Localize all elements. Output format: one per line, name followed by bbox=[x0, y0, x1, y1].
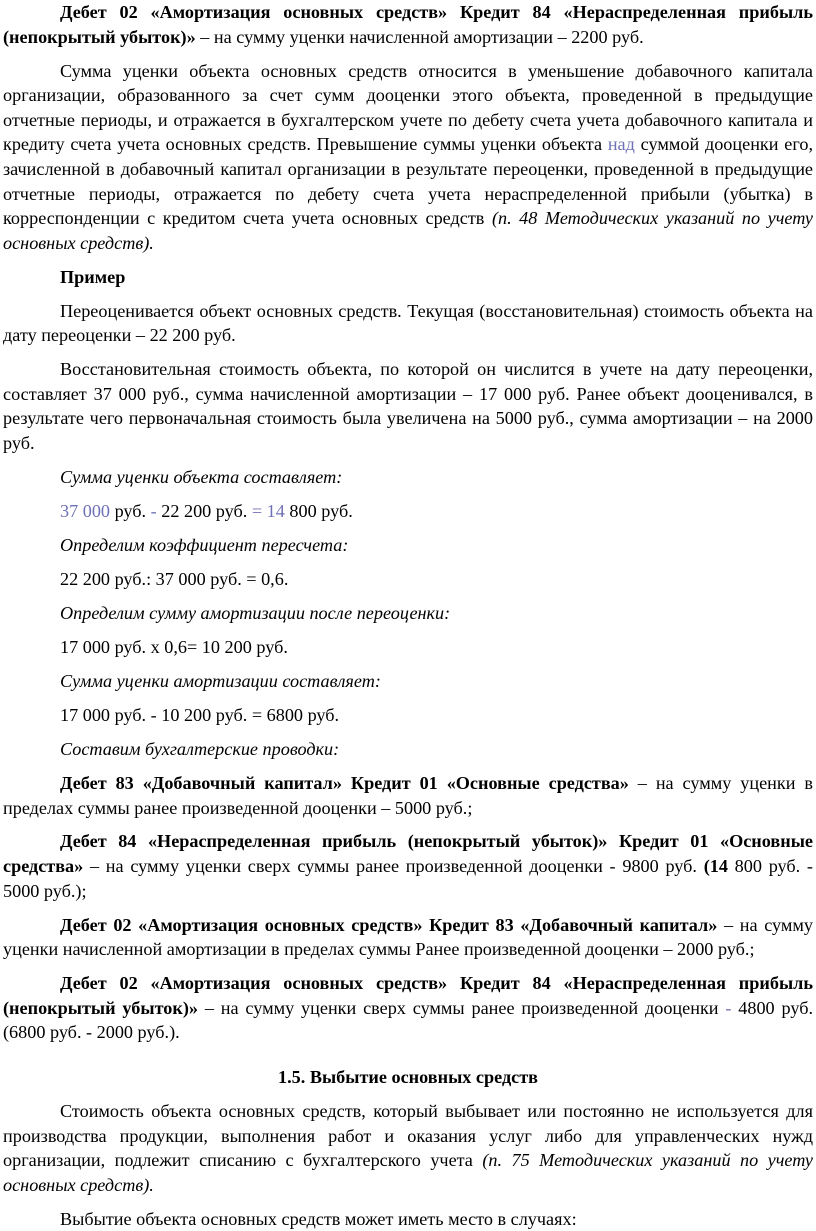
highlighted-number: = 14 bbox=[251, 501, 285, 522]
text: Сумма уценки объекта основных средств относится в уменьшение добавочного капитала организации, образованного за счет сумм дооценки этого объекта, проведенной в предыдущие отчетные периоды, и отражается в бухгалтерском учете по дебету счета учета добавочного капитала и кредиту счета учета основных средств. Превышение суммы уценки объекта bbox=[3, 60, 813, 155]
example-heading bbox=[3, 265, 813, 290]
reference-citation: (п. 75 Методических указаний по учету основных средств). bbox=[3, 1150, 813, 1195]
calc-caption-depreciation bbox=[3, 601, 813, 626]
text: руб. bbox=[110, 501, 151, 522]
text: Переоценивается объект основных средств. Текущая (восстановительная) стоимость объекта на дату переоценки – 22 200 руб. bbox=[3, 300, 813, 346]
entry-description: – на сумму уценки сверх суммы ранее произведенной дооценки bbox=[198, 997, 726, 1018]
paragraph-entry-02-83 bbox=[3, 913, 813, 962]
text: суммой дооценки его, зачисленной в добавочный капитал организации в результате переоценки, проведенной в предыдущие отчетные периоды, отражается по дебету счета учета нераспределенной прибыли (убытка) в корреспонденции с кредитом счета учета основных средств bbox=[3, 134, 813, 229]
reference-citation: (п. 48 Методических указаний по учету основных средств). bbox=[3, 208, 813, 253]
text: Стоимость объекта основных средств, который выбывает или постоянно не используется для производства продукции, выполнения работ и оказания услуг либо для управленческих нужд организации, подлежит списанию с бухгалтерского учета bbox=[3, 1101, 813, 1171]
text: Восстановительная стоимость объекта, по которой он числится в учете на дату переоценки, составляет 37 000 руб., сумма начисленной амортизации – 17 000 руб. Ранее объект дооценивался, в результате чего первоначальная стоимость была увеличена на 5000 руб., сумма амортизации – на 2000 руб. bbox=[3, 359, 813, 454]
caption: Определим коэффициент пересчета: bbox=[60, 535, 349, 556]
entry-description: 800 руб. - 5000 руб.); bbox=[3, 856, 813, 901]
caption: Определим сумму амортизации после переоценки: bbox=[60, 602, 451, 623]
calc-caption-entries bbox=[3, 737, 813, 762]
entry-description: 4800 руб. (6800 руб. - 2000 руб.). bbox=[3, 997, 813, 1043]
calc-coefficient bbox=[3, 567, 813, 592]
section-title: 1.5. Выбытие основных средств bbox=[278, 1067, 538, 1088]
entry-accounts: Дебет 02 «Амортизация основных средств» Кредит 83 «Добавочный капитал» bbox=[60, 914, 718, 935]
caption: Сумма уценки объекта составляет: bbox=[60, 467, 343, 488]
calc-depreciation bbox=[3, 635, 813, 660]
entry-accounts: Дебет 02 «Амортизация основных средств» Кредит 84 «Нераспределенная прибыль (непокрытый убыток)» bbox=[3, 2, 813, 47]
entry-description: – на сумму уценки начисленной амортизации в пределах суммы Ранее произведенной дооценки – 2000 руб.; bbox=[3, 914, 813, 960]
caption: Сумма уценки амортизации составляет: bbox=[60, 670, 381, 691]
paragraph-disposal-cases bbox=[3, 1207, 813, 1231]
paragraph-entry-02-84 bbox=[3, 971, 813, 1045]
text: 22 200 руб. bbox=[156, 501, 252, 522]
paragraph-entry-02-84-depreciation bbox=[3, 0, 813, 49]
entry-description: – на сумму уценки в пределах суммы ранее произведенной дооценки – 5000 руб.; bbox=[3, 772, 813, 818]
entry-amount-bold: (14 bbox=[703, 856, 728, 877]
text: 22 200 руб.: 37 000 руб. = 0,6. bbox=[60, 569, 289, 589]
caption: Составим бухгалтерские проводки: bbox=[60, 738, 340, 759]
entry-description: – на сумму уценки начисленной амортизации – 2200 руб. bbox=[195, 26, 644, 47]
entry-accounts: Дебет 83 «Добавочный капитал» Кредит 01 «Основные средства» bbox=[60, 772, 629, 793]
text: Выбытие объекта основных средств может иметь место в случаях: bbox=[60, 1208, 577, 1229]
text: 17 000 руб. х 0,6= 10 200 руб. bbox=[60, 636, 288, 657]
paragraph-disposal-rule bbox=[3, 1099, 813, 1197]
calc-caption-depreciation-markdown bbox=[3, 669, 813, 694]
calc-caption-coefficient bbox=[3, 533, 813, 558]
calc-caption-markdown bbox=[3, 465, 813, 490]
calc-markdown-amount bbox=[3, 499, 813, 524]
entry-accounts: Дебет 02 «Амортизация основных средств» Кредит 84 «Нераспределенная прибыль (непокрытый убыток)» bbox=[3, 973, 813, 1018]
example-label: Пример bbox=[60, 266, 126, 287]
section-heading bbox=[3, 1065, 813, 1090]
entry-description: – на сумму уценки сверх суммы ранее произведенной дооценки - 9800 руб. bbox=[83, 856, 704, 877]
highlighted-number: 37 000 bbox=[60, 501, 111, 522]
paragraph-example-intro bbox=[3, 299, 813, 348]
paragraph-entry-83-01 bbox=[3, 771, 813, 820]
text: 17 000 руб. - 10 200 руб. = 6800 руб. bbox=[60, 704, 340, 725]
text: 800 руб. bbox=[284, 501, 353, 522]
paragraph-example-details bbox=[3, 357, 813, 455]
calc-depreciation-markdown bbox=[3, 703, 813, 728]
highlighted-word: над bbox=[607, 134, 635, 155]
entry-accounts: Дебет 84 «Нераспределенная прибыль (непокрытый убыток)» Кредит 01 «Основные средства» bbox=[3, 831, 813, 877]
paragraph-entry-84-01 bbox=[3, 829, 813, 903]
paragraph-markdown-rule bbox=[3, 59, 813, 256]
highlighted-operator: - bbox=[150, 501, 157, 522]
highlighted-operator: - bbox=[725, 997, 732, 1018]
